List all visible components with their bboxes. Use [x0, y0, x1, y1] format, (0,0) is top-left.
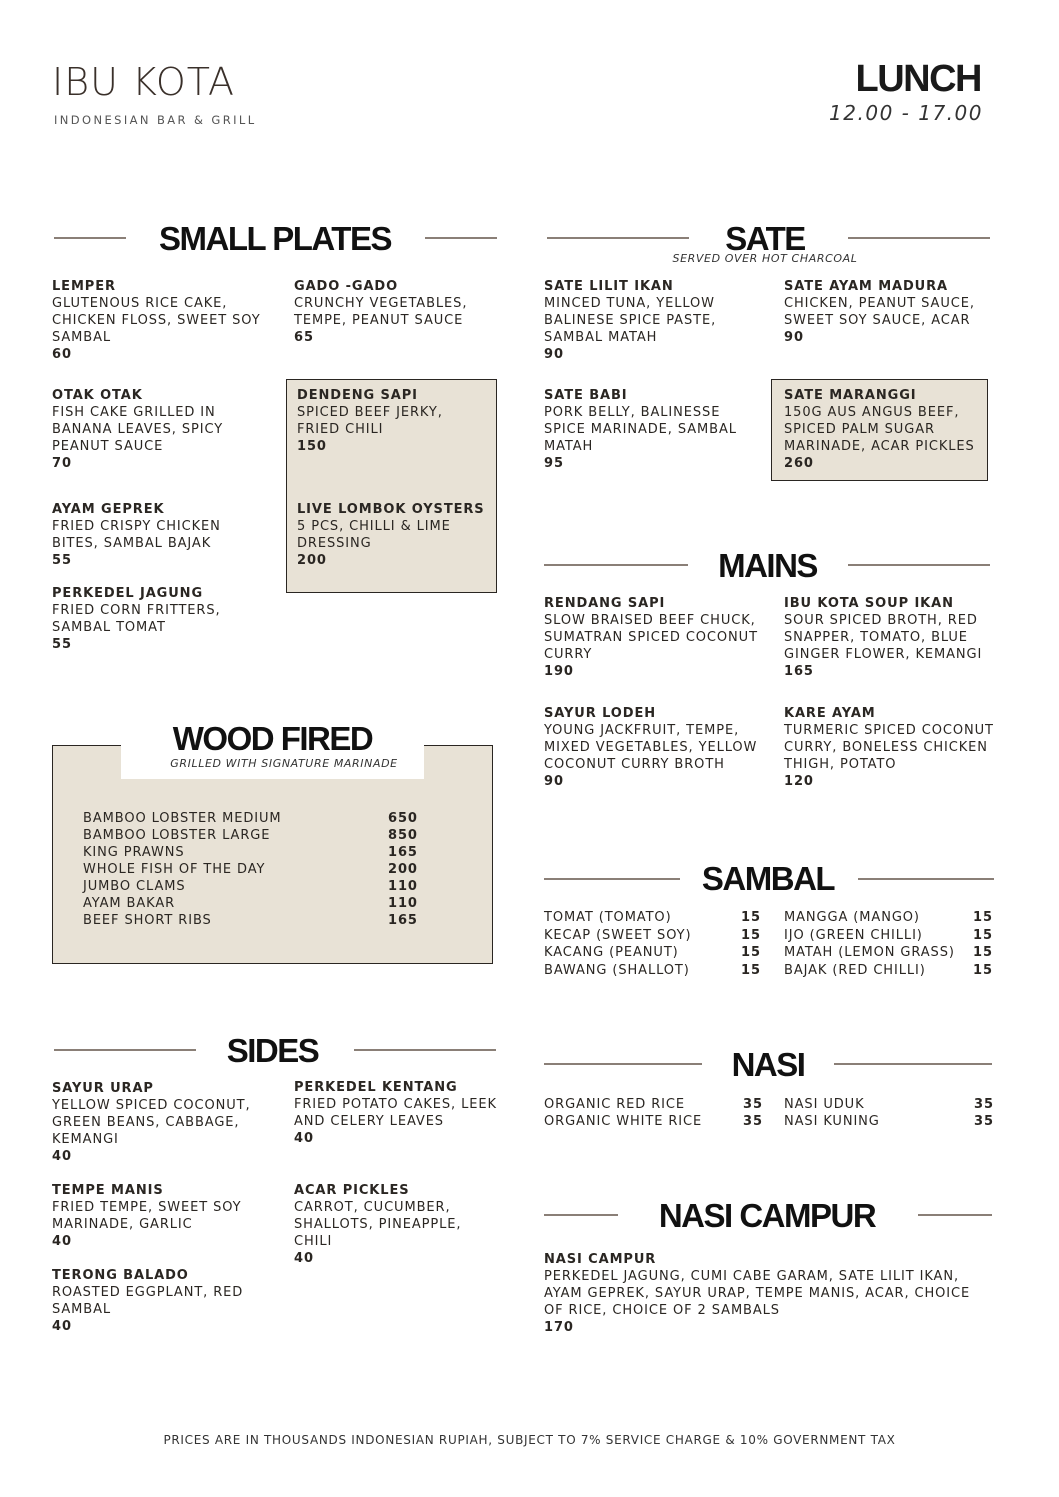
item-description: SPICED BEEF JERKY, FRIED CHILI	[297, 405, 443, 437]
item-price: 40	[52, 1149, 72, 1164]
section-subtitle-sate: SERVED OVER HOT CHARCOAL	[672, 252, 858, 265]
item-price: 170	[544, 1320, 574, 1335]
section-title-mains: MAINS	[718, 547, 817, 584]
price-row	[544, 909, 764, 926]
divider-line	[834, 1063, 992, 1065]
item-description: PORK BELLY, BALINESSE SPICE MARINADE, SAMBAL MATAH	[544, 405, 737, 454]
item-description: 150G AUS ANGUS BEEF, SPICED PALM SUGAR MARINADE, ACAR PICKLES	[784, 405, 975, 454]
item-price: 110	[388, 879, 418, 894]
item-description: SLOW BRAISED BEEF CHUCK, SUMATRAN SPICED COCONUT CURRY	[544, 613, 758, 662]
divider-line	[858, 878, 994, 880]
item-price: 35	[743, 1097, 763, 1112]
price-row	[83, 810, 418, 827]
menu-item	[52, 387, 252, 472]
menu-item	[544, 705, 759, 790]
menu-item	[294, 1079, 504, 1147]
menu-item	[784, 595, 989, 680]
item-price: 850	[388, 828, 418, 843]
item-description: GLUTENOUS RICE CAKE, CHICKEN FLOSS, SWEET SOY SAMBAL	[52, 296, 261, 345]
item-name: MANGGA (MANGO)	[784, 910, 920, 925]
item-name: LEMPER	[52, 279, 116, 294]
item-name: OTAK OTAK	[52, 388, 143, 403]
price-row	[83, 878, 418, 895]
menu-item-featured	[784, 387, 984, 472]
restaurant-tagline: INDONESIAN BAR & GRILL	[54, 113, 257, 127]
item-price: 200	[297, 553, 327, 568]
divider-line	[848, 564, 990, 566]
item-price: 55	[52, 637, 72, 652]
item-name: KARE AYAM	[784, 706, 876, 721]
item-price: 15	[973, 945, 993, 960]
item-price: 70	[52, 456, 72, 471]
item-name: GADO -GADO	[294, 279, 399, 294]
item-price: 40	[52, 1319, 72, 1334]
item-price: 190	[544, 664, 574, 679]
item-name: TOMAT (TOMATO)	[544, 910, 672, 925]
restaurant-logo: IBU KOTA	[52, 60, 235, 104]
item-name: KACANG (PEANUT)	[544, 945, 679, 960]
item-price: 95	[544, 456, 564, 471]
item-price: 55	[52, 553, 72, 568]
item-name: DENDENG SAPI	[297, 388, 418, 403]
menu-item	[544, 595, 759, 680]
item-price: 15	[973, 910, 993, 925]
item-description: FRIED POTATO CAKES, LEEK AND CELERY LEAVES	[294, 1097, 497, 1129]
item-name: PERKEDEL JAGUNG	[52, 586, 204, 601]
menu-item	[294, 1182, 504, 1267]
item-price: 110	[388, 896, 418, 911]
item-name: SATE AYAM MADURA	[784, 279, 949, 294]
divider-line	[848, 237, 990, 239]
menu-item-featured	[297, 387, 489, 455]
item-description: FRIED CRISPY CHICKEN BITES, SAMBAL BAJAK	[52, 519, 221, 551]
item-price: 150	[297, 439, 327, 454]
menu-item	[544, 278, 759, 363]
menu-item	[294, 278, 494, 346]
item-description: SOUR SPICED BROTH, RED SNAPPER, TOMATO, BLUE GINGER FLOWER, KEMANGI	[784, 613, 983, 662]
section-title-sides: SIDES	[226, 1032, 319, 1069]
menu-item	[52, 501, 252, 569]
item-price: 35	[974, 1114, 994, 1129]
divider-line	[544, 1063, 702, 1065]
item-name: IJO (GREEN CHILLI)	[784, 928, 923, 943]
item-description: YELLOW SPICED COCONUT, GREEN BEANS, CABBAGE, KEMANGI	[52, 1098, 251, 1147]
price-row	[544, 1096, 764, 1113]
item-price: 35	[743, 1114, 763, 1129]
item-name: SAYUR LODEH	[544, 706, 657, 721]
item-name: AYAM GEPREK	[52, 502, 165, 517]
menu-title: LUNCH	[855, 58, 981, 100]
item-price: 650	[388, 811, 418, 826]
item-price: 15	[741, 910, 761, 925]
menu-item	[52, 1080, 267, 1165]
item-name: NASI UDUK	[784, 1097, 865, 1112]
item-description: MINCED TUNA, YELLOW BALINESE SPICE PASTE, SAMBAL MATAH	[544, 296, 717, 345]
price-row	[784, 1096, 994, 1113]
item-description: YOUNG JACKFRUIT, TEMPE, MIXED VEGETABLES, YELLOW COCONUT CURRY BROTH	[544, 723, 758, 772]
item-name: PERKEDEL KENTANG	[294, 1080, 458, 1095]
price-row	[544, 1113, 764, 1130]
item-price: 15	[741, 945, 761, 960]
price-row	[83, 827, 418, 844]
menu-hours: 12.00 - 17.00	[829, 101, 983, 125]
item-price: 90	[784, 330, 804, 345]
divider-line	[544, 878, 680, 880]
item-name: BAJAK (RED CHILLI)	[784, 963, 926, 978]
item-name: IBU KOTA SOUP IKAN	[784, 596, 954, 611]
item-name: MATAH (LEMON GRASS)	[784, 945, 955, 960]
item-name: SATE BABI	[544, 388, 628, 403]
item-price: 90	[544, 774, 564, 789]
item-description: CRUNCHY VEGETABLES, TEMPE, PEANUT SAUCE	[294, 296, 468, 328]
item-name: LIVE LOMBOK OYSTERS	[297, 502, 485, 517]
item-name: ORGANIC RED RICE	[544, 1097, 685, 1112]
item-name: SATE MARANGGI	[784, 388, 917, 403]
item-description: CARROT, CUCUMBER, SHALLOTS, PINEAPPLE, CHILI	[294, 1200, 462, 1249]
item-description: ROASTED EGGPLANT, RED SAMBAL	[52, 1285, 244, 1317]
price-row	[544, 962, 764, 979]
item-description: FISH CAKE GRILLED IN BANANA LEAVES, SPICY PEANUT SAUCE	[52, 405, 224, 454]
item-name: BAWANG (SHALLOT)	[544, 963, 690, 978]
item-price: 90	[544, 347, 564, 362]
item-name: RENDANG SAPI	[544, 596, 666, 611]
section-title-sate: SATE	[725, 220, 805, 257]
item-name: NASI KUNING	[784, 1114, 880, 1129]
item-name: BAMBOO LOBSTER MEDIUM	[83, 811, 282, 826]
item-price: 260	[784, 456, 814, 471]
price-row	[784, 962, 994, 979]
item-description: CHICKEN, PEANUT SAUCE, SWEET SOY SAUCE, ACAR	[784, 296, 975, 328]
menu-item	[52, 585, 252, 653]
item-price: 40	[52, 1234, 72, 1249]
item-price: 15	[741, 963, 761, 978]
price-row	[784, 944, 994, 961]
divider-line	[544, 564, 688, 566]
item-description: PERKEDEL JAGUNG, CUMI CABE GARAM, SATE LILIT IKAN, AYAM GEPREK, SAYUR URAP, TEMPE MANIS, ACAR, CHOICE OF RICE, CHOICE OF 2 SAMBALS	[544, 1269, 971, 1318]
item-name: NASI CAMPUR	[544, 1252, 657, 1267]
item-name: TERONG BALADO	[52, 1268, 189, 1283]
section-title-sambal: SAMBAL	[701, 860, 835, 897]
menu-item	[784, 278, 989, 346]
item-name: WHOLE FISH OF THE DAY	[83, 862, 266, 877]
item-name: SATE LILIT IKAN	[544, 279, 674, 294]
item-name: KING PRAWNS	[83, 845, 185, 860]
divider-line	[425, 237, 497, 239]
menu-item	[544, 1251, 974, 1336]
item-price: 165	[388, 913, 418, 928]
item-price: 60	[52, 347, 72, 362]
item-name: ACAR PICKLES	[294, 1183, 410, 1198]
item-name: AYAM BAKAR	[83, 896, 176, 911]
item-name: KECAP (SWEET SOY)	[544, 928, 692, 943]
price-row	[83, 895, 418, 912]
item-price: 15	[973, 963, 993, 978]
section-title-wood-fired: WOOD FIRED	[172, 720, 373, 757]
price-row	[784, 909, 994, 926]
section-title-nasi-campur: NASI CAMPUR	[658, 1197, 876, 1234]
item-description: FRIED CORN FRITTERS, SAMBAL TOMAT	[52, 603, 221, 635]
item-name: BAMBOO LOBSTER LARGE	[83, 828, 271, 843]
footer-note: PRICES ARE IN THOUSANDS INDONESIAN RUPIAH, SUBJECT TO 7% SERVICE CHARGE & 10% GOVERNMENT TAX	[163, 1433, 896, 1447]
divider-line	[544, 1214, 618, 1216]
menu-item	[52, 1182, 252, 1250]
item-price: 15	[973, 928, 993, 943]
price-row	[544, 927, 764, 944]
menu-item	[544, 387, 754, 472]
item-price: 15	[741, 928, 761, 943]
item-price: 165	[784, 664, 814, 679]
menu-item-featured	[297, 501, 489, 569]
item-name: SAYUR URAP	[52, 1081, 154, 1096]
item-name: JUMBO CLAMS	[83, 879, 186, 894]
item-price: 120	[784, 774, 814, 789]
item-price: 200	[388, 862, 418, 877]
item-price: 35	[974, 1097, 994, 1112]
menu-item	[52, 1267, 252, 1335]
item-description: TURMERIC SPICED COCONUT CURRY, BONELESS CHICKEN THIGH, POTATO	[784, 723, 994, 772]
divider-line	[54, 237, 126, 239]
divider-line	[918, 1214, 992, 1216]
item-price: 40	[294, 1131, 314, 1146]
item-description: FRIED TEMPE, SWEET SOY MARINADE, GARLIC	[52, 1200, 242, 1232]
item-price: 65	[294, 330, 314, 345]
section-title-small-plates: SMALL PLATES	[159, 220, 391, 257]
price-row	[83, 844, 418, 861]
section-subtitle-wood-fired: GRILLED WITH SIGNATURE MARINADE	[170, 757, 398, 770]
item-name: ORGANIC WHITE RICE	[544, 1114, 703, 1129]
divider-line	[547, 237, 689, 239]
divider-line	[354, 1049, 496, 1051]
section-title-nasi: NASI	[731, 1046, 805, 1083]
price-row	[784, 927, 994, 944]
price-row	[784, 1113, 994, 1130]
price-row	[83, 912, 418, 929]
price-row	[83, 861, 418, 878]
item-name: TEMPE MANIS	[52, 1183, 164, 1198]
menu-item	[52, 278, 267, 363]
price-row	[544, 944, 764, 961]
item-name: BEEF SHORT RIBS	[83, 913, 212, 928]
item-price: 165	[388, 845, 418, 860]
item-description: 5 PCS, CHILLI & LIME DRESSING	[297, 519, 451, 551]
divider-line	[54, 1049, 196, 1051]
menu-item	[784, 705, 996, 790]
item-price: 40	[294, 1251, 314, 1266]
